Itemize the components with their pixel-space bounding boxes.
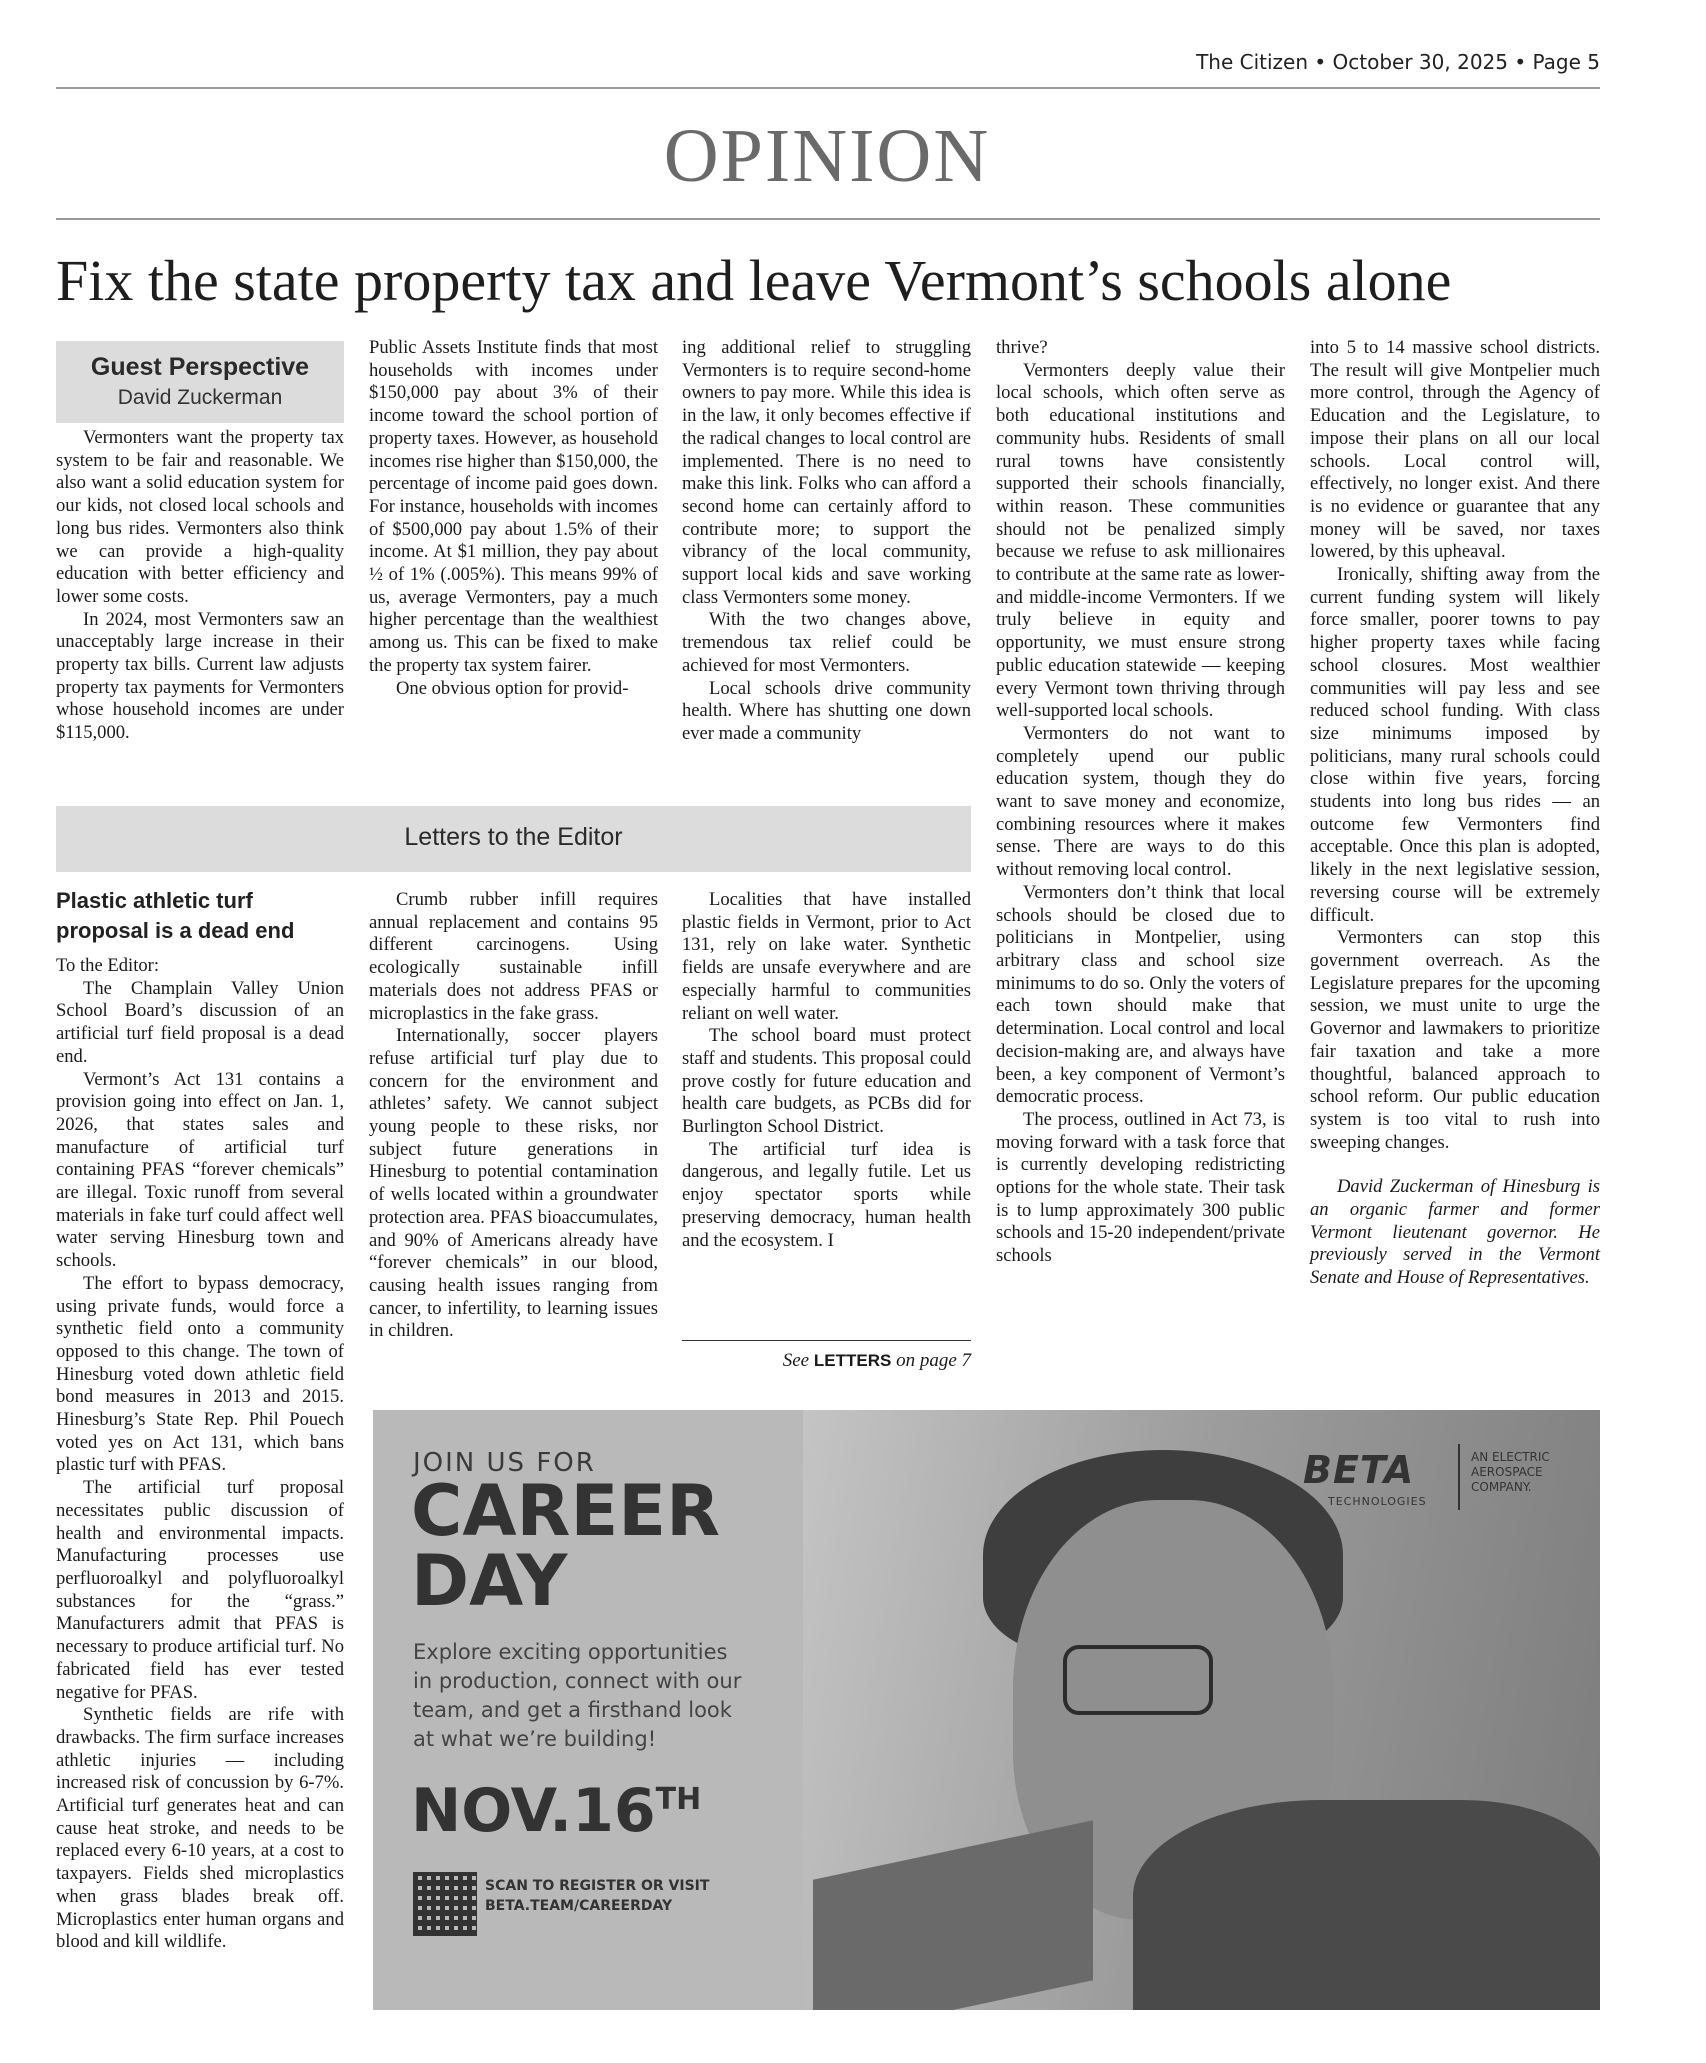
article-column-2 xyxy=(369,337,658,700)
article-column-3 xyxy=(682,337,971,746)
paragraph: Ironically, shifting away from the current funding system will likely force smaller, poorer towns to pay higher property taxes while facing school closures. Most wealthier communities will pay less and see reduced school funding. With class size minimums imposed by politicians, many rural schools could close within five years, forcing students into long bus rides — an outcome few Vermonters find acceptable. Once this plan is adopted, likely in the next legislative session, reversing course will be extremely difficult. xyxy=(1310,564,1600,926)
company-tagline xyxy=(1471,1450,1550,1495)
paragraph: Crumb rubber infill requires annual replacement and contains 95 different carcinogens. Using ecologically sustainable infill materials does not address PFAS or microplastics in the fake grass. xyxy=(369,889,658,1024)
ad-date xyxy=(411,1776,701,1846)
paragraph: One obvious option for provid- xyxy=(396,677,629,699)
paragraph: With the two changes above, tremendous tax relief could be achieved for most Vermonters. xyxy=(682,609,971,676)
salutation: To the Editor: xyxy=(56,955,160,976)
paragraph: Localities that have installed plastic fields in Vermont, prior to Act 131, rely on lake water. Synthetic fields are unsafe everywhere and are especially harmful to communities reliant on well water. xyxy=(682,889,971,1024)
ad-date-main: NOV.16 xyxy=(411,1776,656,1846)
logo-divider xyxy=(1458,1444,1460,1510)
paragraph: Public Assets Institute finds that most households with incomes under $150,000 pay about 3% of their income toward the school portion of property taxes. However, as household incomes rise higher than $150,000, the percentage of income paid goes down. For instance, households with incomes of $500,000 pay about 1.5% of their income. At $1 million, they pay about ½ of 1% (.005%). This means 99% of us, average Vermonters, pay a much higher percentage than the wealthiest among us. This can be fixed to make the property tax system fairer. xyxy=(369,337,658,676)
ad-photo-glasses xyxy=(1063,1645,1213,1715)
article-column-5 xyxy=(1310,337,1600,1290)
paragraph: Vermonters deeply value their local schools, which often serve as both educational institutions and community hubs. Residents of small rural towns have consistently supported their schools financially, within reason. These communities should not be penalized simply because we refuse to ask millionaires to contribute at the same rate as lower- and middle-income Vermonters. If we truly believe in equity and opportunity, we must ensure strong public education statewide — keeping every Vermont town thriving through well-supported local schools. xyxy=(996,359,1285,722)
paragraph: Vermonters want the property tax system to be fair and reasonable. We also want a solid education system for our kids, not closed local schools and long bus rides. Vermonters also think we can provide a high-quality education with better efficiency and lower some costs. xyxy=(56,427,344,607)
jump-suffix: on page 7 xyxy=(896,1350,971,1371)
paragraph: The Champlain Valley Union School Board’s discussion of an artificial turf field proposal is a dead end. xyxy=(56,977,344,1067)
jump-keyword: LETTERS xyxy=(813,1351,892,1370)
letter-column-3 xyxy=(682,889,971,1252)
paragraph: The effort to bypass democracy, using private funds, would force a synthetic field onto a community opposed to this change. The town of Hinesburg voted down athletic field bond measures in 2013 and 2015. Hinesburg’s State Rep. Phil Pouech voted yes on Act 131, which bans plastic turf with PFAS. xyxy=(56,1272,344,1476)
paragraph: Internationally, soccer players refuse artificial turf play due to concern for the environment and athletes’ safety. We cannot subject young people to these risks, nor subject future generations in Hinesburg to potential contamination of wells located within a groundwater protection area. PFAS bioaccumulates, and 90% of Americans already have “forever chemicals” in our blood, causing health issues ranging from cancer, to infertility, to learning issues in children. xyxy=(369,1025,658,1342)
article-column-1 xyxy=(56,427,344,745)
letter-column-2 xyxy=(369,889,658,1343)
paragraph: Vermonters don’t think that local schools should be closed due to politicians in Montpelier, using arbitrary class and school size minimums to do so. Only the voters of each town should make that determination. Local control and local decision-making are, and always have been, a key component of Vermont’s democratic process. xyxy=(996,881,1285,1108)
guest-perspective-box xyxy=(56,341,344,423)
paragraph: Vermont’s Act 131 contains a provision going into effect on Jan. 1, 2026, that states sales and manufacture of artificial turf containing PFAS “forever chemicals” are illegal. Toxic runoff from several materials in fake turf could affect well water serving Hinesburg town and schools. xyxy=(56,1068,344,1272)
author-bio: David Zuckerman of Hinesburg is an organic farmer and former Vermont lieutenant governor. He previously served in the Vermont Senate and House of Representatives. xyxy=(1310,1176,1600,1289)
paragraph: In 2024, most Vermonters saw an unacceptably large increase in their property tax bills. Current law adjusts property tax payments for Vermonters whose household incomes are under $115,000. xyxy=(56,608,344,744)
letter-headline: Plastic athletic turf proposal is a dead end xyxy=(56,888,295,943)
paragraph: The school board must protect staff and students. This proposal could prove costly for future education and health care budgets, as PCBs did for Burlington School District. xyxy=(682,1025,971,1138)
tagline-line: COMPANY. xyxy=(1471,1480,1532,1494)
paragraph: Synthetic fields are rife with drawbacks. The firm surface increases athletic injuries — including increased risk of concussion by 6-7%. Artificial turf generates heat and can cause heat stroke, and needs to be replaced every 6-10 years, at a cost to taxpayers. Fields shed microplastics when grass blades break off. Microplastics enter human organs and blood and kill wildlife. xyxy=(56,1704,344,1953)
article-column-4 xyxy=(996,337,1285,1268)
paragraph: Vermonters can stop this government overreach. As the Legislature prepares for the upcoming session, we must unite to urge the Governor and lawmakers to prioritize fair taxation and take a more thoughtful, balanced approach to school reform. Our public education system is too vital to rush into sweeping changes. xyxy=(1310,927,1600,1153)
ad-date-suffix: TH xyxy=(655,1782,702,1817)
article-headline: Fix the state property tax and leave Vermont’s schools alone xyxy=(56,248,1452,313)
ad-scan-url: BETA.TEAM/CAREERDAY xyxy=(485,1898,673,1914)
career-day-advertisement[interactable] xyxy=(373,1410,1600,2010)
tagline-line: AN ELECTRIC xyxy=(1471,1450,1550,1464)
ad-title-line2: DAY xyxy=(411,1540,568,1622)
letters-header: Letters to the Editor xyxy=(404,823,623,851)
section-title: OPINION xyxy=(663,114,991,198)
tagline-line: AEROSPACE xyxy=(1471,1465,1543,1479)
jump-rule xyxy=(682,1340,971,1341)
ad-join-text: JOIN US FOR xyxy=(413,1448,596,1478)
paragraph: thrive? xyxy=(996,337,1048,358)
top-rule xyxy=(56,87,1600,89)
qr-code-icon[interactable] xyxy=(413,1872,477,1936)
paragraph: Vermonters do not want to completely upend our public education system, though they do want to save money and economize, combining resources where it makes sense. There are ways to do this without removing local control. xyxy=(996,722,1285,881)
jump-line[interactable] xyxy=(682,1350,971,1372)
section-rule xyxy=(56,218,1600,220)
page-folio: The Citizen • October 30, 2025 • Page 5 xyxy=(1196,50,1600,74)
byline: David Zuckerman xyxy=(117,386,283,409)
beta-logo: BETA xyxy=(1303,1448,1415,1492)
paragraph: into 5 to 14 massive school districts. The result will give Montpelier much more control, through the Agency of Education and the Legislature, to impose their plans on all our local schools. Local control will, effectively, no longer exist. And there is no evidence or guarantee that any money will be saved, nor taxes lowered, by this upheaval. xyxy=(1310,337,1600,563)
ad-description: Explore exciting opportunities in production, connect with our team, and get a firsthand look at what we’re building! xyxy=(413,1640,742,1751)
ad-title-line1: CAREER xyxy=(411,1470,720,1552)
jump-prefix: See xyxy=(782,1350,810,1371)
letter-column-1 xyxy=(56,955,344,1954)
letters-header-bar xyxy=(56,806,971,872)
paragraph: The process, outlined in Act 73, is moving forward with a task force that is currently developing redistricting options for the whole state. Their task is to lump approximately 300 public schools and 15-20 independent/private schools xyxy=(996,1108,1285,1267)
guest-perspective-label: Guest Perspective xyxy=(90,353,310,381)
ad-register-text[interactable] xyxy=(485,1876,709,1916)
ad-photo-shirt xyxy=(1133,1800,1600,2010)
paragraph: The artificial turf idea is dangerous, and legally futile. Let us enjoy spectator sports while preserving democracy, human health and the ecosystem. I xyxy=(682,1138,971,1251)
paragraph: The artificial turf proposal necessitates public discussion of health and environmental impacts. Manufacturing processes use perfluoroalkyl and polyfluoroalkyl substances for the “grass.” Manufacturers admit that PFAS is necessary to produce artificial turf. No fabricated field has ever tested negative for PFAS. xyxy=(56,1477,344,1703)
beta-logo-subtitle: TECHNOLOGIES xyxy=(1328,1495,1427,1508)
ad-title xyxy=(411,1470,720,1622)
paragraph: ing additional relief to struggling Vermonters is to require second-home owners to pay more. While this idea is in the law, it only becomes effective if the radical changes to local control are implemented. There is no need to make this link. Folks who can afford a second home can certainly afford to contribute more; to support the vibrancy of the local community, support local kids and save working class Vermonters some money. xyxy=(682,337,971,608)
ad-scan-line1: SCAN TO REGISTER OR VISIT xyxy=(485,1878,710,1894)
paragraph: Local schools drive community health. Where has shutting one down ever made a community xyxy=(682,677,971,744)
